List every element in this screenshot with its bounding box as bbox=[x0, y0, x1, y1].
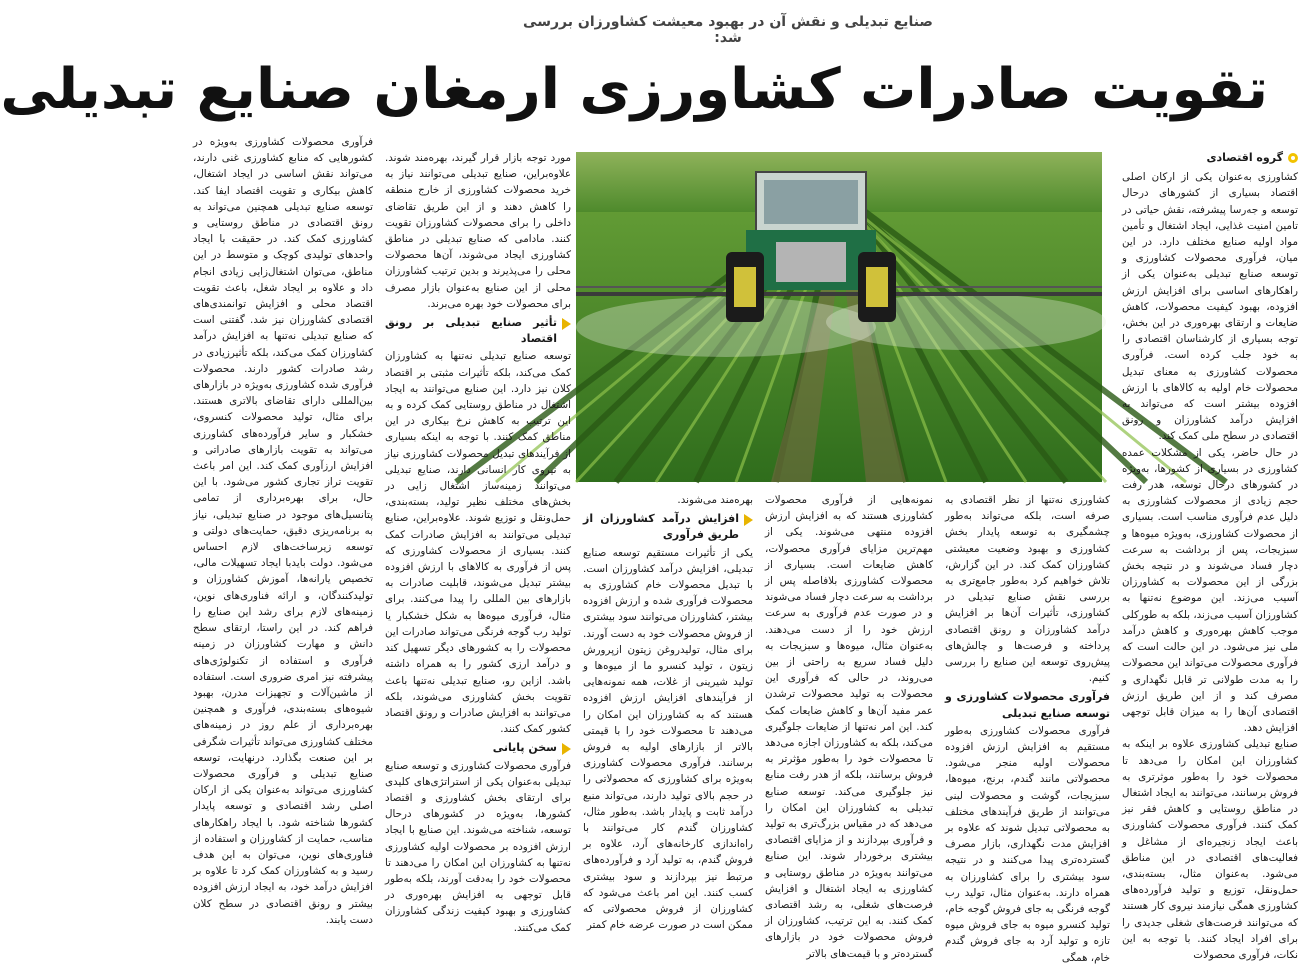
paragraph: نمونه‌هایی از فرآوری محصولات کشاورزی هستند که به افزایش ارزش افزوده منتهی می‌شوند. یکی از مهم‌ترین مزایای فرآوری محصولات، کاهش ضایعات است. بسیاری از محصولات کشاورزی بلافاصله پس از برداشت به سرعت دچار فساد می‌شوند و در صورت عدم فرآوری به سرعت ارزش خود را از دست می‌دهند. به‌عنوان مثال، میوه‌ها و سبزیجات به دلیل فساد سریع به راحتی از بین می‌روند، در حالی که فرآوری این محصولات به تولید محصولات ترشدن عمر مفید آن‌ها و کاهش ضایعات کمک کند. این امر نه‌تنها از ضایعات جلوگیری می‌کند، بلکه به کشاورزان اجازه می‌دهد تا محصولات خود را به‌طور مؤثرتر به فروش برسانند، بلکه از هدر رفت منابع نیز جلوگیری می‌کند. توسعه صنایع تبدیلی به کشاورزان این امکان را می‌دهد که در مقیاس بزرگ‌تری به تولید و فرآوری بپردازند و از مزایای اقتصادی بیشتری برخوردار شوند. این صنایع می‌توانند به‌ویژه در مناطق روستایی و کشاورزی به ایجاد اشتغال و افزایش فرصت‌های شغلی، به رشد اقتصادی کمک کنند. به این ترتیب، کشاورزان از فروش محصولات خود در بازارهای گسترده‌تر و با قیمت‌های بالاتر bbox=[765, 494, 933, 960]
article-column-6 bbox=[193, 134, 373, 930]
section-heading: سخن پایانی bbox=[385, 740, 571, 756]
field-tractor-illustration bbox=[576, 152, 1102, 482]
paragraph: کشاورزی به‌عنوان یکی از ارکان اصلی اقتصاد بسیاری از کشورهای درحال توسعه و جه‌رسا پیشرفته، نقش حیاتی در تامین امنیت غذایی، ایجاد اشتغال و تأمین مواد اولیه صنایع مختلف دارد. در این میان، فرآوری محصولات کشاورزی و توسعه صنایع تبدیلی به‌عنوان یکی از راهکارهای اساسی برای افزایش ارزش افزوده، بهبود کیفیت محصولات، کاهش ضایعات و ارتقای بهره‌وری در این بخش، توجه بسیاری از کارشناسان اقتصادی را به خود جلب کرده است. فرآوری محصولات کشاورزی به معنای تبدیل محصولات خام اولیه به کالاهای با ارزش افزوده بیشتر است که می‌تواند به افزایش درآمد کشاورزان و رونق اقتصادی در سطح ملی کمک کند. bbox=[1122, 171, 1298, 443]
article-photo bbox=[576, 152, 1102, 482]
article-column-3 bbox=[765, 492, 933, 960]
paragraph: کشاورزی نه‌تنها از نظر اقتصادی به صرفه است، بلکه می‌تواند به‌طور چشمگیری به توسعه پایدار بخش کشاورزی و بهبود وضعیت معیشتی کشاورزان کمک کند. در این گزارش، تلاش خواهیم کرد به‌طور جامع‌تری به بررسی نقش صنایع تبدیلی در کشاورزی، تأثیرات آن‌ها بر افزایش درآمد کشاورزان و رونق اقتصادی پرداخته و فرصت‌ها و چالش‌های پیش‌روی توسعه این صنایع را بررسی کنیم. bbox=[945, 494, 1110, 685]
newspaper-logo-icon bbox=[1288, 153, 1298, 163]
paragraph: توسعه صنایع تبدیلی نه‌تنها به کشاورزان کمک می‌کند، بلکه تأثیرات مثبتی بر اقتصاد کلان نیز دارد. این صنایع می‌توانند به ایجاد اشتغال در مناطق روستایی کمک کرده و به این ترتیب به کاهش نرخ بیکاری در این مناطق کمک کنند. با توجه به اینکه بسیاری از فرآیندهای تبدیل محصولات کشاورزی نیاز به نیروی کار انسانی دارند، صنایع تبدیلی می‌توانند زمینه‌ساز اشتغال زایی در بخش‌های مختلف نظیر تولید، بسته‌بندی، حمل‌ونقل و توزیع شوند. علاوه‌براین، صنایع تبدیلی می‌توانند به افزایش صادرات کمک کنند. بسیاری از محصولات کشاورزی که پس از فرآوری به کالاهای با ارزش افزوده بیشتر تبدیل می‌شوند، قابلیت صادرات به بازارهای بین المللی را پیدا می‌کنند. برای مثال، فرآوری میوه‌ها به شکل خشکبار یا تولید رب گوجه فرنگی می‌تواند صادرات این محصولات را به کشورهای دیگر تسهیل کند و درآمد ارزی کشور را به همراه داشته باشد. ازاین رو، صنایع تبدیلی نه‌تنها باعث تقویت بخش کشاورزی می‌شوند، بلکه می‌توانند به افزایش صادرات و رونق اقتصاد کشور کمک کنند. bbox=[385, 350, 571, 736]
section-heading: تأثیر صنایع تبدیلی بر رونق اقتصاد bbox=[385, 315, 571, 347]
triangle-bullet-icon bbox=[744, 514, 753, 526]
triangle-bullet-icon bbox=[562, 743, 571, 755]
paragraph: یکی از تأثیرات مستقیم توسعه صنایع تبدیلی، افزایش درآمد کشاورزان است. با تبدیل محصولات خام کشاورزی به محصولات فرآوری شده و ارزش افزوده بیشتر، کشاورزان می‌توانند سود بیشتری از فروش محصولات خود به دست آورند. برای مثال، تولیدروغن زیتون ازپرورش زیتون ، تولید کنسرو ما از میوه‌ها و تولید شیرینی از غلات، همه نمونه‌هایی از فرآیندهای افزایش ارزش افزوده هستند که به کشاورزان این امکان را می‌دهند تا محصولات خود را با قیمتی بالاتر از بازارهای اولیه به فروش برسانند. فرآوری محصولات کشاورزی به‌ویژه برای کشاورزی که محصولاتی را در حجم بالای تولید دارند، می‌تواند منبع درآمد ثابت و پایدار باشد. به‌طور مثال، کشاورزان گندم کار می‌توانند با راه‌اندازی کارخانه‌های آرد، علاوه بر فروش گندم، به تولید آرد و فرآورده‌های مرتبط نیز بپردازند و سود بیشتری کسب کنند. این امر باعث می‌شود که کشاورزان از فروش محصولاتی که ممکن است در صورت عرضه خام کمتر bbox=[583, 546, 753, 932]
paragraph: بهره‌مند می‌شوند. bbox=[677, 494, 753, 506]
byline: گروه اقتصادی bbox=[1122, 150, 1298, 166]
section-heading: افزایش درآمد کشاورزان از طریق فرآوری bbox=[583, 511, 753, 543]
paragraph: صنایع تبدیلی کشاورزی علاوه بر اینکه به کشاورزان این امکان را می‌دهد تا محصولات خود را به‌طور موثرتری به فروش برسانند، می‌توانند به ایجاد اشتغال در مناطق روستایی و کاهش فقر نیز کمک کنند. فرآوری محصولات کشاورزی باعث ایجاد زنجیره‌ای از مشاغل و فعالیت‌های اقتصادی در این مناطق می‌شود. به‌عنوان مثال، بسته‌بندی، حمل‌ونقل، توزیع و تولید فرآورده‌های کشاورزی همگی نیازمند نیروی کار هستند که می‌توانند فرصت‌های شغلی جدیدی را برای افراد ایجاد کنند. با توجه به این نکات، فرآوری محصولات bbox=[1122, 738, 1298, 961]
article-column-4 bbox=[583, 492, 753, 930]
paragraph: در حال حاضر، یکی از مشکلات عمده کشاورزی در بسیاری از کشورها، به‌ویژه در کشورهای درحال توسعه، هدر رفت حجم زیادی از محصولات کشاورزی به دلیل عدم فرآوری مناسب است. بسیاری از محصولات کشاورزی، به‌ویژه میوه‌ها و سبزیجات، پس از برداشت به سرعت دچار فساد می‌شوند و در نتیجه بخش بزرگی از این محصولات به کشاورزان آسیب می‌زند. این موضوع نه‌تنها به کشاورزان آسیب می‌زند، بلکه به طورکلی موجب کاهش بهره‌وری و کاهش درآمد ملی نیز می‌شود. در این حالت است که فرآوری محصولات می‌تواند این محصولات را به مدت طولانی تر قابل نگهداری و مصرف کند و از این طریق ارزش اقتصادی آن‌ها را به میزان قابل توجهی افزایش دهد. bbox=[1122, 446, 1298, 735]
kicker-line: صنایع تبدیلی و نقش آن در بهبود معیشت کشاورزان بررسی شد: bbox=[523, 14, 933, 46]
triangle-bullet-icon bbox=[562, 318, 571, 330]
paragraph: مورد توجه بازار قرار گیرند، بهره‌مند شوند. علاوه‌براین، صنایع تبدیلی می‌توانند نیاز به خرید محصولات کشاورزی از خارج منطقه را کاهش دهند و از این طریق تقاضای داخلی را برای محصولات کشاورزان تقویت کنند. مادامی که صنایع تبدیلی در مناطق کشاورزی ایجاد می‌شوند، آن‌ها محصولات محلی را می‌پذیرند و بدین ترتیب کشاورزان محلی از این صنایع به‌عنوان بازار مصرف برای محصولات خود بهره می‌برند. bbox=[385, 152, 571, 310]
paragraph: فرآوری محصولات کشاورزی و توسعه صنایع تبدیلی به‌عنوان یکی از استراتژی‌های کلیدی برای ارتقای بخش کشاورزی و اقتصاد کشورها، به‌ویژه در کشورهای درحال توسعه، شناخته می‌شوند. این صنایع با ایجاد ارزش افزوده بر محصولات اولیه کشاورزی نه‌تنها به کشاورزان این امکان را می‌دهند تا محصولات خود را به‌دقت آورند، بلکه به‌طور قابل توجهی به افزایش بهره‌وری در کشاورزی و بهبود کیفیت زندگی کشاورزان کمک می‌کنند. bbox=[385, 759, 571, 934]
section-heading: فرآوری محصولات کشاورزی و توسعه صنایع تبدیلی bbox=[945, 690, 1110, 720]
page-title: تقویت صادرات کشاورزی ارمغان صنایع تبدیلی bbox=[0, 57, 1268, 122]
article-column-2 bbox=[945, 492, 1110, 964]
article-column-1 bbox=[1122, 150, 1298, 961]
paragraph: فرآوری محصولات کشاورزی به‌ویژه در کشورهایی که منابع کشاورزی غنی دارند، می‌تواند نقش اساسی در ایجاد اشتغال، کاهش بیکاری و تقویت اقتصاد ایفا کند. توسعه صنایع تبدیلی همچنین می‌تواند به رونق اقتصادی در مناطق روستایی و کشاورزی کمک کند. در حقیقت با ایجاد واحدهای تولیدی کوچک و متوسط در این مناطق، می‌توان اشتغال‌زایی زیادی انجام داد و علاوه بر ایجاد شغل، باعث تقویت اقتصاد محلی و افزایش توانمندی‌های اقتصادی کشاورزان نیز شد. گفتنی است که صنایع تبدیلی نه‌تنها به افزایش درآمد کشاورزان کمک می‌کند، بلکه تأثیرزیادی در رشد صادرات کشور دارند. محصولات فرآوری شده کشاورزی به‌ویژه در بازارهای بین‌المللی دارای تقاضای بالاتری هستند. برای مثال، تولید محصولات کنسروی، خشکبار و سایر فرآورده‌های کشاورزی می‌تواند به تقویت بازارهای صادراتی و افزایش ارزآوری کمک کند. این امر باعث تقویت تراز تجاری کشور می‌شود. با این حال، برای بهره‌برداری از تمامی پتانسیل‌های موجود در صنایع تبدیلی، نیاز به برنامه‌ریزی دقیق، حمایت‌های دولتی و توسعه زیرساخت‌های لازم احساس می‌شود. دولت بایدبا ایجاد تسهیلات مالی، تخصیص یارانه‌ها، آموزش کشاورزان و تولیدکنندگان، و ارائه فناوری‌های نوین، زمینه‌های لازم برای رشد این صنایع را فراهم کند. در این راستا، ارتقای سطح دانش و مهارت کشاورزان در زمینه فرآوری و استفاده از تکنولوژی‌های پیشرفته نیز امری ضروری است. استفاده از ماشین‌آلات و تجهیزات مدرن، بهبود شیوه‌های بسته‌بندی، فرآوری و همچنین بهره‌برداری از علم روز در زمینه‌های مختلف کشاورزی می‌تواند تأثیرات شگرفی بر این صنعت بگذارد. درنهایت، توسعه صنایع تبدیلی و فرآوری محصولات کشاورزی می‌تواند به‌عنوان یکی از ارکان اصلی رشد اقتصادی و توسعه پایدار کشورها شناخته شود. با ایجاد راهکارهای مناسب، حمایت از کشاورزان و استفاده از فناوری‌های نوین، می‌توان به این هدف رسید و به کشاورزان کمک کرد تا علاوه بر افزایش درآمد خود، به ایجاد ارزش افزوده بیشتر و رونق اقتصادی در سطح کلان دست یابند. bbox=[193, 136, 373, 926]
paragraph: فرآوری محصولات کشاورزی به‌طور مستقیم به افزایش ارزش افزوده محصولات اولیه منجر می‌شود. محصولاتی مانند گندم، برنج، میوه‌ها، سبزیجات، گوشت و محصولات لبنی می‌توانند از طریق فرآیندهای مختلف به محصولاتی تبدیل شوند که علاوه بر افزایش مدت نگهداری، بازار مصرف گسترده‌تری پیدا می‌کنند و در نتیجه سود بیشتری را برای کشاورزان به همراه دارند. به‌عنوان مثال، تولید رب گوجه فرنگی به جای فروش گوجه خام، تولید کنسرو میوه به جای فروش میوه تازه و تولید آرد به جای فروش گندم خام، همگی bbox=[945, 724, 1110, 964]
article-column-5 bbox=[385, 150, 571, 934]
